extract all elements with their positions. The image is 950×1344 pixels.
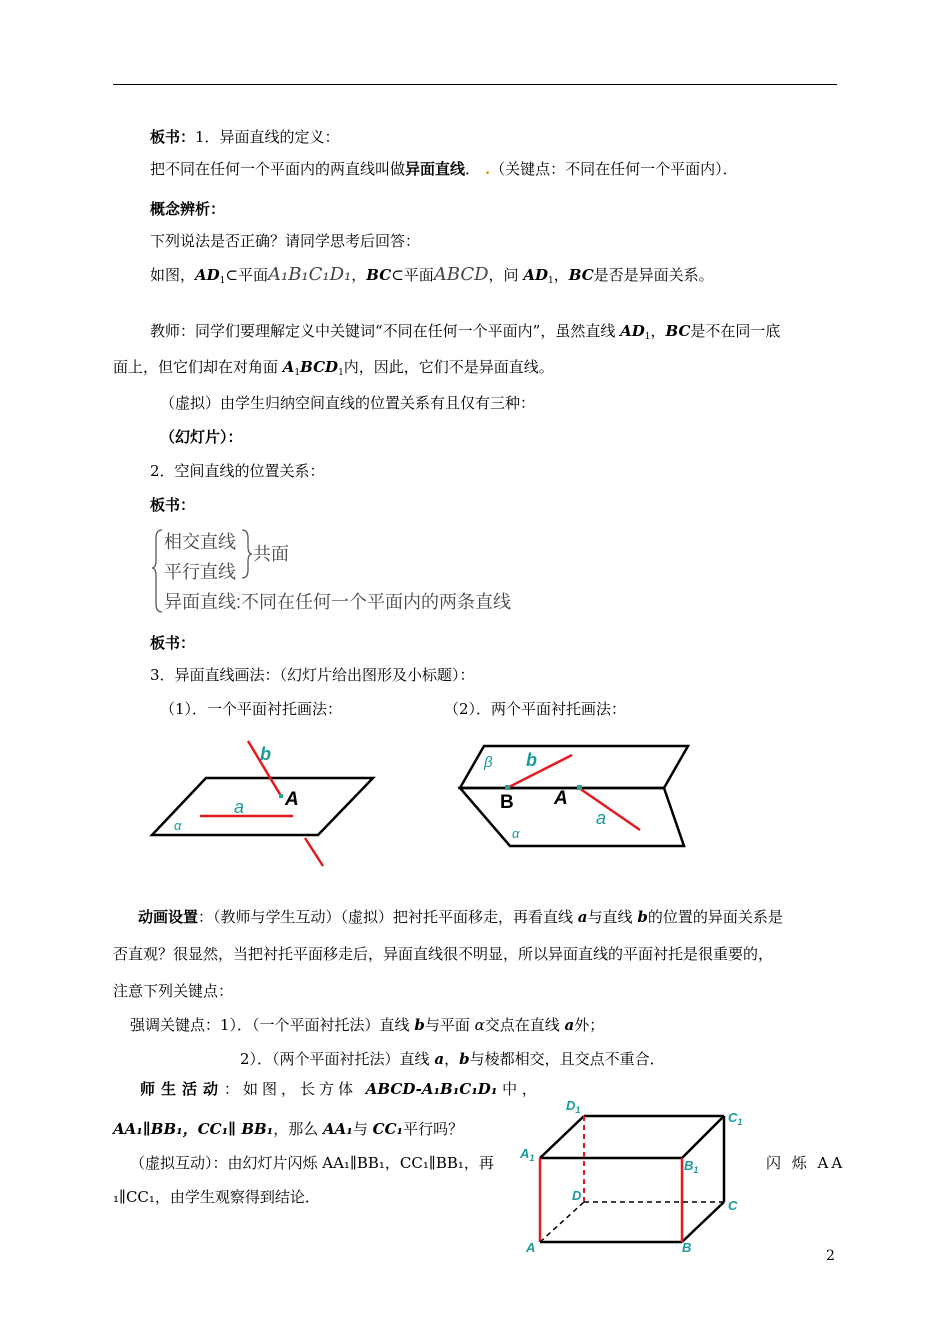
q-plane2: ABCD [433,264,489,285]
kp2-a: a [434,1050,445,1068]
method-one-label: （1）．一个平面衬托画法： [160,700,343,718]
definition-text: 把不同在任何一个平面内的两直线叫做 [150,160,406,178]
page-number: 2 [826,1248,835,1264]
line-teacher-1 [150,320,780,348]
kp1-alpha: α [474,1016,485,1034]
edge-bc [682,1202,724,1242]
activity-line-4: ₁∥CC₁，由学生观察得到结论． [113,1188,320,1206]
teacher-comma: ， [650,322,666,340]
cuboid-figure [516,1094,756,1256]
para-animation-2: 否直观？很显然，当把衬托平面移走后，异面直线很不明显，所以异面直线的平面衬托是很重要的， [113,945,774,963]
kp1-text-2: 与平面 [424,1016,475,1034]
q-bc2: BC [568,266,594,284]
activity-text-2: 中 ， [497,1080,537,1098]
drawing-heading: 3．异面直线画法：（幻灯片给出图形及小标题）： [150,666,475,684]
label-B-cube: B [682,1240,692,1255]
activity-q: ，那么 [273,1120,324,1138]
q-ad1: AD [195,266,220,284]
figure-one-plane [148,738,378,868]
teacher-bc: BC [665,322,691,340]
plane-sub: 1 [294,368,301,378]
plane-bcd: BCD [300,358,339,376]
label-B: B [500,792,514,813]
line-b-2 [507,755,572,788]
keypoint-two [240,1048,665,1070]
animation-text-2: 与直线 [587,908,638,926]
kp2-b: b [459,1050,470,1068]
animation-text-3: 的位置的异面关系是 [647,908,783,926]
q-comma2: ， [553,266,569,284]
teacher-ad: AD [620,322,645,340]
animation-label: 动画设置 [138,908,199,926]
q-ad1-2: AD [523,266,548,284]
teacher-text: 教师：同学们要理解定义中关键词“不同在任何一个平面内”，虽然直线 [150,322,621,340]
figure-two-planes [454,740,694,852]
label-B1: $B_1$ [684,1158,699,1175]
q-subset2: ⊂平面 [391,266,434,284]
plane-alpha-2 [460,788,684,846]
kp1-text: 强调关键点：1）．（一个平面衬托法）直线 [130,1016,415,1034]
definition-heading: 1．异面直线的定义： [195,128,340,146]
kp1-b: b [414,1016,425,1034]
point-a2-dot [577,785,582,790]
board-label-3: 板书： [150,634,196,652]
label-D1: $D_1$ [566,1098,581,1115]
line-a-2 [579,788,640,830]
plane-alpha [152,778,373,835]
q-end: 是否是异面关系。 [593,266,714,284]
label-b-2: b [526,750,537,770]
q-plane1: A₁B₁C₁D₁ [267,264,352,285]
method-two-label: （2）．两个平面衬托画法： [444,700,627,718]
var-b: b [637,908,648,926]
point-a-dot [279,794,283,798]
teacher-cont-2: 内，因此，它们不是异面直线。 [343,358,554,376]
para-animation-1 [138,906,783,928]
parallel-facts: AA₁∥BB₁，CC₁∥ BB₁ [113,1120,274,1138]
edge-ad [540,1202,584,1242]
point-b-dot [505,785,510,790]
activity-line-3: （虚拟互动）：由幻灯片闪烁 AA₁∥BB₁，CC₁∥BB₁，再 [130,1154,494,1172]
kp2-comma: ， [444,1050,460,1068]
aa1: AA₁ [323,1120,353,1138]
var-a: a [577,908,588,926]
plane-sub2: 1 [338,368,344,378]
label-A-2: A [554,788,568,809]
term-skew-lines: 异面直线 [405,160,466,178]
activity-line-3-right: 闪 烁 AA [766,1154,846,1172]
para-animation-3: 注意下列关键点： [113,982,234,1000]
left-brace [152,530,162,612]
label-D: D [572,1188,582,1203]
q-subset1: ⊂平面 [225,266,268,284]
activity-text: ：如图，长方体 [224,1080,366,1098]
plane-beta [460,746,688,788]
teacher-sub: 1 [644,332,651,342]
kp1-text-4: 外； [574,1016,605,1034]
activity-box: ABCD-A₁B₁C₁D₁ [365,1080,498,1098]
q-sub2: 1 [547,276,554,286]
edge-a1d1 [540,1116,584,1158]
q-ask: ，问 [488,266,524,284]
marker-dot: . [484,160,491,178]
line-definition [150,158,738,180]
label-C1: $C_1$ [728,1110,743,1127]
kp2-text-2: 与棱都相交，且交点不重合． [469,1050,665,1068]
line-board-1 [150,126,340,148]
animation-text: ：（教师与学生互动）（虚拟）把衬托平面移走，再看直线 [198,908,578,926]
label-alpha: α [174,818,182,833]
activity-line-1 [140,1078,537,1100]
label-A-cube: A [526,1240,536,1255]
q-sub1: 1 [219,276,226,286]
label-A: A [285,789,299,810]
kp2-text: 2）．（两个平面衬托法）直线 [240,1050,435,1068]
label-A1: $A_1$ [520,1146,535,1163]
cc1: CC₁ [372,1120,404,1138]
brace-skew-term: 异面直线 [164,592,236,612]
activity-label: 师生活动 [140,1080,225,1098]
brace-skew [164,592,511,612]
line-b-below [305,838,323,866]
activity-line-2 [113,1118,463,1140]
kp1-text-3: 交点在直线 [484,1016,565,1034]
label-C: C [728,1198,738,1213]
edge-b1c1 [682,1116,724,1158]
teacher-text-2: 是不在同一底 [690,322,781,340]
plane-a: A [282,358,295,376]
label-beta: β [484,754,493,771]
definition-period: ． [465,160,481,178]
brace-intersect: 相交直线 [164,532,236,552]
brace-coplanar: 共面 [253,544,289,564]
brace-diagram [150,524,570,620]
definition-keypoint: （关键点：不同在任何一个平面内）． [490,160,738,178]
brace-skew-def: :不同在任何一个平面内的两条直线 [236,592,511,612]
brace-parallel: 平行直线 [164,562,236,582]
q-bc: BC [366,266,392,284]
concept-heading: 概念辨析： [150,200,226,218]
right-brace [242,530,252,578]
relations-heading: 2．空间直线的位置关系： [150,462,325,480]
board-label-2: 板书： [150,496,196,514]
line-question [150,264,714,292]
label-b: b [260,744,271,764]
keypoint-one [130,1014,604,1036]
label-a-2: a [596,808,607,828]
teacher-cont: 面上，但它们却在对角面 [113,358,283,376]
label-alpha-2: α [512,826,520,841]
virtual-summary: （虚拟）由学生归纳空间直线的位置关系有且仅有三种： [160,394,536,412]
activity-ask: 平行吗？ [403,1120,464,1138]
q-prefix: 如图， [150,266,196,284]
question-intro: 下列说法是否正确？请同学思考后回答： [150,232,421,250]
kp1-a: a [564,1016,575,1034]
line-teacher-2 [113,356,554,384]
q-comma: ， [351,266,367,284]
label-a: a [234,797,245,817]
board-label: 板书： [150,128,196,146]
header-rule [113,84,837,85]
activity-and: 与 [352,1120,373,1138]
slide-label: （幻灯片）： [160,428,243,446]
